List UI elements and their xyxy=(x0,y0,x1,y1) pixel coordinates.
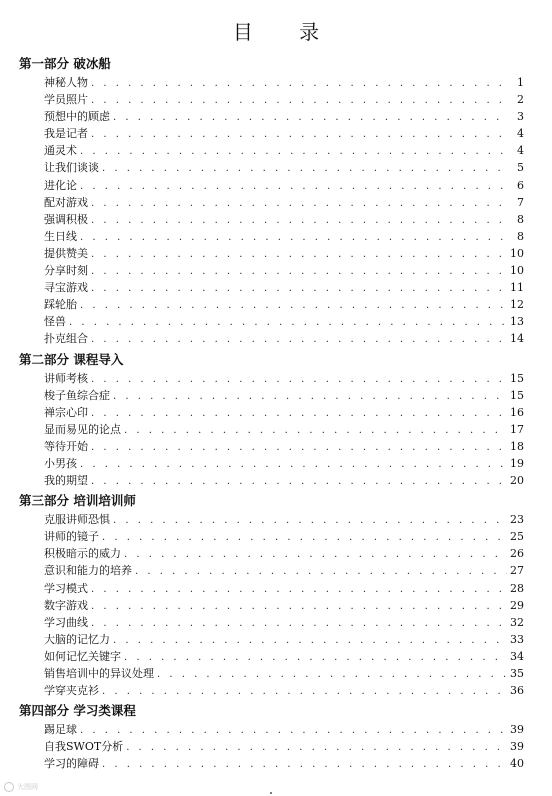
dot-leader xyxy=(91,331,507,348)
toc-entry xyxy=(44,545,524,562)
toc-entry-page-number: 10 xyxy=(510,246,524,260)
toc-entry-page-number: 1 xyxy=(517,76,524,89)
dot-leader xyxy=(91,615,507,632)
toc-entry-label: 如何记忆关键字 xyxy=(44,649,121,663)
dot-leader xyxy=(102,683,507,700)
toc-entry-label: 生日线 xyxy=(44,229,77,243)
toc-entry-label: 梭子鱼综合症 xyxy=(44,388,110,402)
toc-entry-page-number: 19 xyxy=(510,456,524,470)
dot-leader xyxy=(157,666,507,683)
toc-entry-page-number: 4 xyxy=(517,127,524,141)
toc-entry-label: 强调积极 xyxy=(44,212,88,226)
dot-leader xyxy=(91,405,507,422)
toc-entry-page-number: 15 xyxy=(510,371,524,385)
dot-leader xyxy=(135,563,507,580)
toc-entry-label: 积极暗示的威力 xyxy=(44,547,121,561)
toc-entry-label: 数字游戏 xyxy=(44,598,88,612)
toc-entry xyxy=(44,194,524,211)
toc-entry xyxy=(44,665,524,682)
toc-entry-label: 销售培训中的异议处理 xyxy=(44,667,154,680)
toc-entry-page-number: 39 xyxy=(510,723,524,737)
toc-entry xyxy=(44,738,524,755)
toc-entry xyxy=(44,755,524,772)
dot-leader xyxy=(113,109,509,126)
dot-leader xyxy=(80,178,509,195)
part-heading: 第三部分 培训培训师 xyxy=(19,493,136,509)
footer-dot xyxy=(270,792,272,794)
toc-entry-label: 显而易见的论点 xyxy=(44,422,121,436)
toc-entry-page-number: 11 xyxy=(510,281,524,295)
dot-leader xyxy=(91,212,509,229)
toc-entry xyxy=(44,142,524,159)
toc-entry xyxy=(44,370,524,387)
dot-leader xyxy=(91,581,507,598)
toc-entry-label: 大脑的记忆力 xyxy=(44,632,110,646)
dot-leader xyxy=(113,388,507,405)
toc-entry xyxy=(44,682,524,699)
toc-entry-page-number: 16 xyxy=(510,405,524,419)
dot-leader xyxy=(80,297,507,314)
dot-leader xyxy=(91,263,507,280)
dot-leader xyxy=(91,75,509,92)
toc-entry xyxy=(44,721,524,738)
toc-entry-page-number: 3 xyxy=(517,110,524,124)
dot-leader xyxy=(91,473,507,490)
toc-entry-label: 神秘人物 xyxy=(44,76,88,89)
toc-entry-page-number: 28 xyxy=(510,581,524,595)
toc-entry-page-number: 13 xyxy=(510,315,524,329)
toc-entry-label: 踢足球 xyxy=(44,723,77,737)
watermark xyxy=(4,782,38,792)
dot-leader xyxy=(124,422,507,439)
toc-entry-page-number: 18 xyxy=(510,439,524,453)
dot-leader xyxy=(91,439,507,456)
toc-entry-label: 学员照片 xyxy=(44,93,88,107)
toc-entry xyxy=(44,245,524,262)
toc-entry-label: 克服讲师恐惧 xyxy=(44,513,110,527)
toc-entry xyxy=(44,74,524,91)
toc-entry xyxy=(44,648,524,665)
dot-leader xyxy=(69,314,507,331)
dot-leader xyxy=(91,92,509,109)
toc-entry-page-number: 10 xyxy=(510,264,524,278)
toc-entry-page-number: 4 xyxy=(517,144,524,158)
toc-entry-page-number: 5 xyxy=(517,161,524,175)
toc-entry-page-number: 20 xyxy=(510,474,524,488)
toc-entry xyxy=(44,262,524,279)
toc-entry-page-number: 36 xyxy=(510,684,524,698)
part-heading: 第二部分 课程导入 xyxy=(19,351,124,367)
toc-entry-page-number: 34 xyxy=(510,649,524,663)
toc-entry-label: 禅宗心印 xyxy=(44,405,88,419)
toc-entry-page-number: 25 xyxy=(510,530,524,544)
toc-entry-label: 我是记者 xyxy=(44,127,88,141)
toc-entry xyxy=(44,108,524,125)
toc-entry xyxy=(44,387,524,404)
dot-leader xyxy=(91,246,507,263)
toc-entry xyxy=(44,313,524,330)
toc-entry-page-number: 32 xyxy=(510,615,524,629)
table-of-contents xyxy=(0,55,552,772)
toc-entry-label: 讲师考核 xyxy=(44,371,88,385)
toc-entry xyxy=(44,511,524,528)
toc-entry xyxy=(44,330,524,347)
dot-leader xyxy=(80,722,507,739)
toc-entry-page-number: 17 xyxy=(510,422,524,436)
dot-leader xyxy=(126,739,507,756)
toc-entry-page-number: 27 xyxy=(510,564,524,578)
watermark-text: 大图网 xyxy=(17,783,38,791)
toc-entry-label: 学习模式 xyxy=(44,581,88,595)
toc-entry-page-number: 35 xyxy=(510,667,524,680)
toc-entry-page-number: 2 xyxy=(517,93,524,107)
toc-entry xyxy=(44,228,524,245)
toc-entry-page-number: 7 xyxy=(517,195,524,209)
toc-entry-page-number: 23 xyxy=(510,513,524,527)
toc-entry-label: 扑克组合 xyxy=(44,332,88,346)
toc-entry xyxy=(44,562,524,579)
toc-entry xyxy=(44,279,524,296)
toc-entry-label: 小男孩 xyxy=(44,456,77,470)
toc-entry-page-number: 12 xyxy=(510,298,524,312)
toc-entry xyxy=(44,438,524,455)
toc-entry-page-number: 39 xyxy=(510,740,524,754)
toc-entry-label: 配对游戏 xyxy=(44,195,88,209)
toc-entry-label: 意识和能力的培养 xyxy=(44,564,132,578)
toc-entry-label: 寻宝游戏 xyxy=(44,281,88,295)
toc-entry-label: 讲师的镜子 xyxy=(44,530,99,544)
toc-entry-page-number: 14 xyxy=(510,332,524,346)
toc-entry xyxy=(44,125,524,142)
toc-entry-label: 提供赞美 xyxy=(44,246,88,260)
toc-entry-page-number: 26 xyxy=(510,547,524,561)
toc-entry-label: 怪兽 xyxy=(44,315,66,329)
toc-entry xyxy=(44,580,524,597)
dot-leader xyxy=(102,529,507,546)
toc-entry-page-number: 33 xyxy=(510,632,524,646)
part-heading: 第一部分 破冰船 xyxy=(19,56,111,71)
toc-entry-page-number: 40 xyxy=(510,757,524,771)
toc-entry-label: 学习的障碍 xyxy=(44,757,99,771)
toc-entry-page-number: 6 xyxy=(517,178,524,192)
toc-entry-page-number: 8 xyxy=(517,212,524,226)
dot-leader xyxy=(80,143,509,160)
toc-entry xyxy=(44,455,524,472)
toc-entry xyxy=(44,597,524,614)
toc-entry xyxy=(44,91,524,108)
toc-entry-label: 学穿夹克衫 xyxy=(44,684,99,698)
dot-leader xyxy=(113,632,507,649)
toc-entry xyxy=(44,296,524,313)
toc-entry-label: 自我SWOT分析 xyxy=(44,740,124,754)
toc-entry-label: 学习曲线 xyxy=(44,615,88,629)
toc-entry-label: 进化论 xyxy=(44,178,77,192)
toc-entry-page-number: 29 xyxy=(510,598,524,612)
toc-entry xyxy=(44,614,524,631)
toc-entry xyxy=(44,421,524,438)
toc-entry xyxy=(44,211,524,228)
dot-leader xyxy=(124,649,507,666)
page-title: 目 录 xyxy=(232,20,340,44)
toc-entry xyxy=(44,177,524,194)
toc-entry-label: 等待开始 xyxy=(44,439,88,453)
toc-entry-label: 我的期望 xyxy=(44,474,88,488)
watermark-logo-icon xyxy=(4,782,14,792)
toc-entry-label: 让我们谈谈 xyxy=(44,161,99,175)
dot-leader xyxy=(113,512,507,529)
toc-entry-page-number: 15 xyxy=(510,388,524,402)
toc-entry xyxy=(44,631,524,648)
dot-leader xyxy=(91,195,509,212)
toc-entry-page-number: 8 xyxy=(517,229,524,243)
toc-entry xyxy=(44,404,524,421)
toc-entry-label: 踩轮胎 xyxy=(44,298,77,312)
toc-entry-label: 预想中的顾虑 xyxy=(44,110,110,124)
toc-entry xyxy=(44,159,524,176)
toc-entry xyxy=(44,472,524,489)
toc-entry-label: 通灵术 xyxy=(44,144,77,158)
dot-leader xyxy=(80,229,509,246)
toc-entry xyxy=(44,528,524,545)
dot-leader xyxy=(102,756,507,773)
dot-leader xyxy=(80,456,507,473)
toc-entry-label: 分享时刻 xyxy=(44,264,88,278)
dot-leader xyxy=(91,280,507,297)
part-heading: 第四部分 学习类课程 xyxy=(19,703,136,719)
dot-leader xyxy=(91,598,507,615)
dot-leader xyxy=(91,371,507,388)
dot-leader xyxy=(102,160,509,177)
dot-leader xyxy=(124,546,507,563)
dot-leader xyxy=(91,126,509,143)
